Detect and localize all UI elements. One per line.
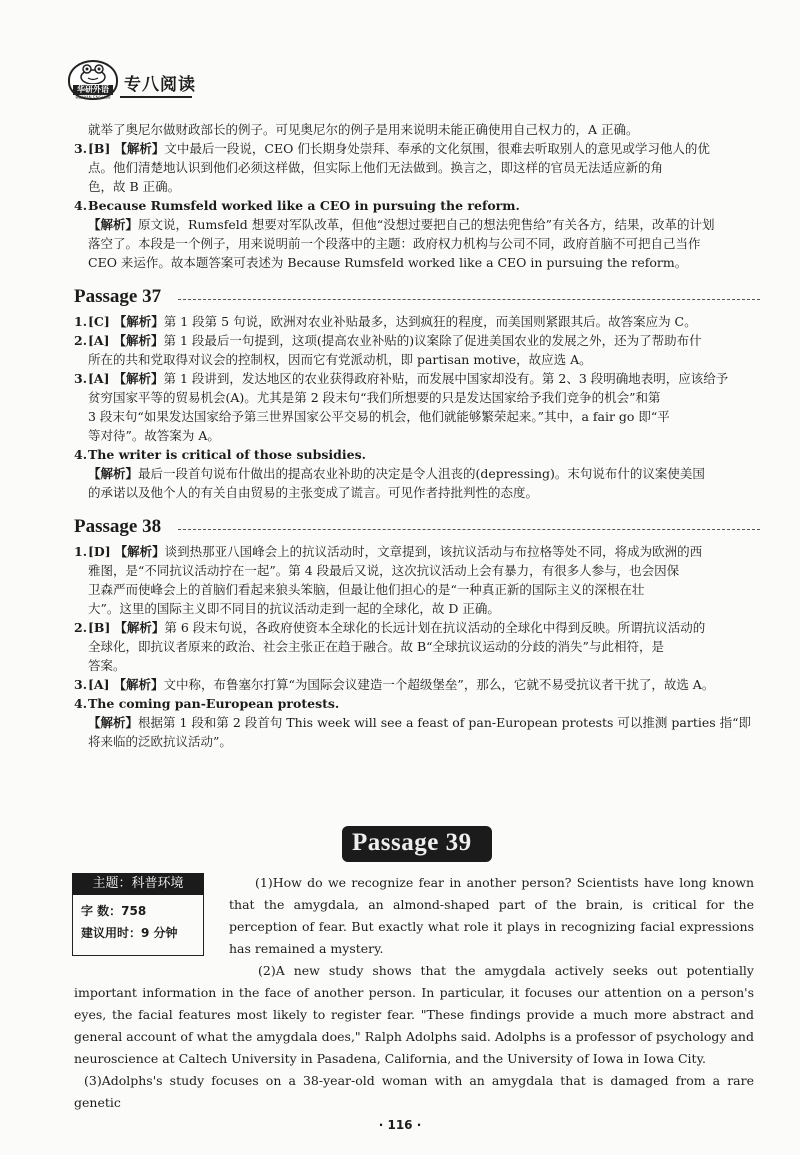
- answer-choice: [A]: [88, 371, 110, 386]
- book-title: 专八阅读: [124, 75, 196, 95]
- analysis-tag: 【解析】: [88, 715, 139, 730]
- logo-subtext: HUAYAN ENGLISH: [75, 95, 111, 100]
- answer-choice: [B]: [88, 620, 111, 635]
- answer-choice: [A]: [88, 677, 110, 692]
- page-number: · 116 ·: [378, 1118, 422, 1132]
- question-item: [74, 445, 754, 464]
- word-count: 字 数：758: [81, 904, 147, 918]
- explanation-line: 最后一段首句说布什做出的提高农业补助的决定是令人沮丧的(depressing)。末句说布什的议案使美国: [138, 466, 705, 481]
- article-paragraph: (3)Adolphs's study focuses on a 38-year-old woman with an amygdala that is damaged from a rare genetic: [74, 1073, 754, 1110]
- explanation-paragraph: [74, 464, 754, 483]
- explanation-line: 雅图，是“不同抗议活动拧在一起”。第 4 段最后又说，这次抗议活动上会有暴力，有很多人参与，也会因保: [88, 563, 680, 578]
- passage-heading: [74, 284, 754, 312]
- question-number: 4.: [74, 696, 88, 711]
- dashed-divider: [178, 529, 760, 530]
- dashed-divider: [178, 299, 760, 300]
- explanation-line: 文中称，布鲁塞尔打算“为国际会议建造一个超级堡垒”，那么，它就不易受抗议者干扰了，故选 A。: [163, 677, 715, 692]
- explanation-line: 第 6 段末句说，各政府使资本全球化的长远计划在抗议活动的全球化中得到反映。所谓抗议活动的: [164, 620, 706, 635]
- analysis-tag: 【解析】: [113, 333, 164, 348]
- question-item: [74, 312, 754, 331]
- banner-title: Passage 39: [352, 829, 472, 856]
- question-number: 4.: [74, 447, 88, 462]
- explanation-line: 3 段末句“如果发达国家给予第三世界国家公平交易的机会，他们就能够繁荣起来。”其中，a fair go 即“平: [88, 409, 670, 424]
- passage-banner: [322, 820, 502, 870]
- question-item: [74, 331, 754, 350]
- question-item: [74, 139, 754, 158]
- suggested-time: 建议用时：9 分钟: [81, 926, 178, 940]
- analysis-tag: 【解析】: [88, 466, 139, 481]
- article-paragraph: (2)A new study shows that the amygdala actively seeks out potentially important information in the face of another person. In particular, it focuses our attention on a person's eyes, the facial features most likely to register fear. "These findings provide a much more abstract and general account of what the amygdala does," Ralph Adolphs said. Adolphs is a professor of psychology and neuroscience at Caltech University in Pasadena, California, and the University of Iowa in Iowa City.: [74, 963, 754, 1066]
- explanation-line: 第 1 段第 5 句说，欧洲对农业补贴最多，达到疯狂的程度，而美国则紧跟其后。故答案应为 C。: [163, 314, 697, 329]
- explanation-paragraph: [74, 215, 754, 234]
- passage-title: Passage 37: [74, 286, 162, 307]
- answer-choice: [A]: [88, 333, 110, 348]
- question-number: 3.: [74, 677, 88, 692]
- question-number: 3.: [74, 371, 88, 386]
- question-item: [74, 542, 754, 561]
- passage-title: Passage 38: [74, 516, 162, 537]
- explanation-line: 文中最后一段说，CEO 们长期身处崇拜、奉承的文化氛围，很难去听取别人的意见或学习他人的优: [164, 141, 710, 156]
- question-item: [74, 694, 754, 713]
- explanation-line: 全球化，即抗议者原来的政治、社会主张正在趋于融合。故 B“全球抗议运动的分歧的消失”与此相符，是: [88, 639, 664, 654]
- explanation-line: 落空了。本段是一个例子，用来说明前一个段落中的主题：政府权力机构与公司不同，政府首脑不可把自己当作: [88, 236, 701, 251]
- logo-text: 华研外语: [73, 85, 113, 95]
- analysis-tag: 【解析】: [114, 620, 165, 635]
- explanation-line: 所在的共和党取得对议会的控制权，因而它有党派动机，即 partisan motive，故应选 A。: [88, 352, 592, 367]
- explanation-line: 第 1 段最后一句提到，这项(提高农业补贴的)议案除了促进美国农业的发展之外，还为了帮助布什: [163, 333, 702, 348]
- explanation-line: CEO 来运作。故本题答案可表述为 Because Rumsfeld worked like a CEO in pursuing the reform。: [88, 255, 688, 270]
- question-item: [74, 369, 754, 388]
- answer-choice: [D]: [88, 544, 111, 559]
- topic-info-box: [72, 873, 204, 956]
- explanation-line: 贫穷国家平等的贸易机会(A)。尤其是第 2 段末句“我们所想要的只是发达国家给予我们竞争的机会”和第: [88, 390, 661, 405]
- answer-text: The writer is critical of those subsidies.: [88, 447, 366, 462]
- explanation-line: 答案。: [88, 658, 126, 673]
- explanation-line: 点。他们清楚地认识到他们必须这样做，但实际上他们无法做到。换言之，即这样的官员无法适应新的角: [88, 160, 664, 175]
- passage-heading: [74, 514, 754, 542]
- analysis-tag: 【解析】: [114, 141, 165, 156]
- topic-details: [72, 895, 204, 956]
- explanation-line: 原文说，Rumsfeld 想要对军队改革，但他“没想过要把自己的想法兜售给”有关各方，结果，改革的计划: [138, 217, 715, 232]
- analysis-tag: 【解析】: [113, 371, 164, 386]
- analysis-tag: 【解析】: [114, 544, 165, 559]
- explanation-line: 就举了奥尼尔做财政部长的例子。可见奥尼尔的例子是用来说明未能正确使用自己权力的，A 正确。: [88, 122, 639, 137]
- question-number: 4.: [74, 198, 88, 213]
- explanation-line: 第 1 段讲到，发达地区的农业获得政府补贴，而发展中国家却没有。第 2、3 段明确地表明，应该给予: [163, 371, 729, 386]
- page-header: [68, 58, 196, 104]
- answer-choice: [B]: [88, 141, 111, 156]
- answer-text: The coming pan-European protests.: [88, 696, 340, 711]
- explanation-line: 大”。这里的国际主义即不同目的抗议活动走到一起的全球化，故 D 正确。: [88, 601, 500, 616]
- question-item: [74, 618, 754, 637]
- question-number: 1.: [74, 314, 88, 329]
- publisher-logo: [68, 60, 118, 100]
- explanation-line: 色，故 B 正确。: [88, 179, 181, 194]
- question-number: 2.: [74, 620, 88, 635]
- question-item: [74, 675, 754, 694]
- explanation-line: 谈到热那亚八国峰会上的抗议活动时，文章提到，该抗议活动与布拉格等处不同，将成为欧洲的西: [164, 544, 703, 559]
- answer-explanations: [74, 120, 754, 751]
- header-underline: [120, 96, 192, 98]
- explanation-line: 等对待”。故答案为 A。: [88, 428, 220, 443]
- explanation-line: 将来临的泛欧抗议活动”。: [88, 734, 232, 749]
- answer-choice: [C]: [88, 314, 110, 329]
- explanation-paragraph: [74, 713, 754, 732]
- explanation-line: 根据第 1 段和第 2 段首句 This week will see a feast of pan-European protests 可以推测 parties 指“即: [138, 715, 752, 730]
- analysis-tag: 【解析】: [113, 677, 164, 692]
- question-number: 2.: [74, 333, 88, 348]
- frog-mascot-icon: [79, 64, 107, 84]
- analysis-tag: 【解析】: [113, 314, 164, 329]
- answer-text: Because Rumsfeld worked like a CEO in pursuing the reform.: [88, 198, 520, 213]
- topic-label: 主题：科普环境: [72, 873, 204, 895]
- analysis-tag: 【解析】: [88, 217, 139, 232]
- article-paragraph: (1)How do we recognize fear in another person? Scientists have long known that the amygdala, an almond-shaped part of the brain, is critical for the perception of fear. But exactly what role it plays in recognizing facial expressions has remained a mystery.: [229, 875, 754, 956]
- explanation-line: 卫森严而使峰会上的首脑们看起来狼头笨脑，但最让他们担心的是“一种真正新的国际主义的深根在壮: [88, 582, 645, 597]
- question-number: 3.: [74, 141, 88, 156]
- question-item: [74, 196, 754, 215]
- explanation-line: 的承诺以及他个人的有关自由贸易的主张变成了谎言。可见作者持批判性的态度。: [88, 485, 539, 500]
- question-number: 1.: [74, 544, 88, 559]
